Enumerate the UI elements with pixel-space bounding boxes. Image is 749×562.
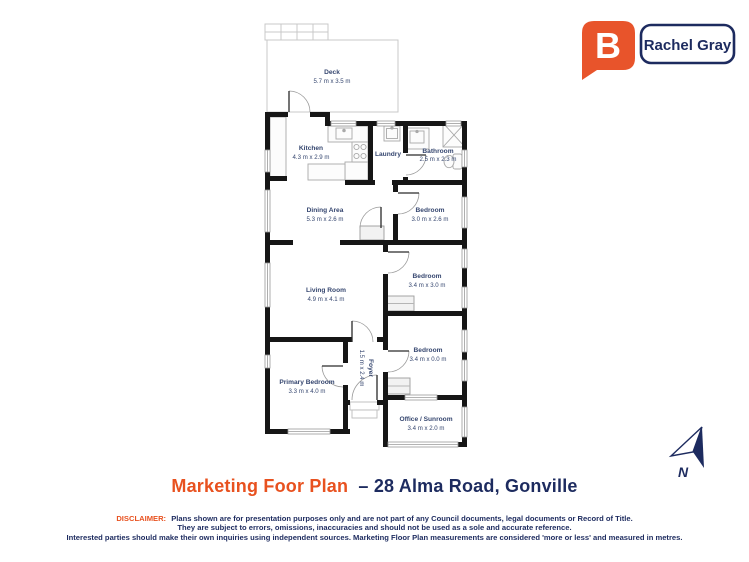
svg-text:Bedroom: Bedroom xyxy=(415,207,445,214)
deck-area xyxy=(267,40,398,112)
room-label-living xyxy=(306,287,346,303)
disclaimer-text-1: Plans shown are for presentation purposes only and are not part of any Council documents, legal documents or Record of Title. xyxy=(171,514,633,523)
svg-text:1.5 m x 2.4 m: 1.5 m x 2.4 m xyxy=(358,349,365,387)
svg-text:5.7 m x 3.5 m: 5.7 m x 3.5 m xyxy=(313,78,351,85)
disclaimer-label: DISCLAIMER: xyxy=(116,514,167,523)
logo-letter: B xyxy=(595,25,621,66)
svg-text:Dining Area: Dining Area xyxy=(306,207,344,214)
plan-title-highlight: Marketing Foor Plan xyxy=(171,476,349,496)
svg-text:4.3 m x 2.9 m: 4.3 m x 2.9 m xyxy=(292,154,330,161)
svg-text:3.4 m x 0.0 m: 3.4 m x 0.0 m xyxy=(409,356,447,363)
deck-outline xyxy=(265,24,398,112)
room-label-bedroom2 xyxy=(409,273,446,289)
svg-text:Living Room: Living Room xyxy=(306,287,346,294)
kitchen-counter-right xyxy=(345,162,368,180)
svg-text:Foyer: Foyer xyxy=(367,359,374,377)
room-label-bedroom1 xyxy=(412,207,449,223)
svg-text:Bedroom: Bedroom xyxy=(413,347,443,354)
brand-name: Rachel Gray xyxy=(643,37,732,54)
svg-text:3.0 m x 2.6 m: 3.0 m x 2.6 m xyxy=(411,216,449,223)
hall-cupboard xyxy=(360,226,384,240)
svg-text:Bathroom: Bathroom xyxy=(422,148,454,155)
brand-logo xyxy=(577,10,737,84)
room-label-bedroom3 xyxy=(410,347,447,363)
plan-title xyxy=(0,476,749,497)
disclaimer-line-1 xyxy=(0,514,749,523)
north-label: N xyxy=(677,464,689,480)
room-label-kitchen xyxy=(293,145,330,161)
room-label-dining xyxy=(307,207,344,223)
svg-text:Kitchen: Kitchen xyxy=(298,145,324,152)
svg-text:3.4 m x 3.0 m: 3.4 m x 3.0 m xyxy=(408,282,446,289)
north-arrow xyxy=(671,427,704,480)
svg-text:Laundry: Laundry xyxy=(374,151,402,158)
room-label-primary xyxy=(279,379,334,395)
svg-text:Deck: Deck xyxy=(324,69,340,76)
disclaimer-line-3: Interested parties should make their own inquiries using independent sources. Marketing Floor Plan measurements are considered 'more or less' and measured in metres. xyxy=(66,532,683,542)
svg-text:3.4 m x 2.0 m: 3.4 m x 2.0 m xyxy=(407,425,445,432)
disclaimer xyxy=(0,514,749,542)
room-label-office xyxy=(399,416,452,432)
kitchen-counter-left xyxy=(270,117,286,177)
svg-text:5.3 m x 2.6 m: 5.3 m x 2.6 m xyxy=(306,216,344,223)
svg-text:Primary Bedroom: Primary Bedroom xyxy=(279,379,335,386)
entry-steps xyxy=(350,402,379,418)
svg-text:Office / Sunroom: Office / Sunroom xyxy=(399,416,453,423)
room-label-bathroom xyxy=(420,148,457,163)
plan-title-address: – 28 Alma Road, Gonville xyxy=(358,476,578,496)
kitchen-peninsula xyxy=(308,164,345,180)
disclaimer-line-2: They are subject to errors, omissions, inaccuracies and should not be used as a sole and accurate reference. xyxy=(177,523,572,533)
svg-text:2.5 m x 2.3 m: 2.5 m x 2.3 m xyxy=(419,156,457,163)
svg-text:Bedroom: Bedroom xyxy=(412,273,442,280)
svg-text:4.9 m x 4.1 m: 4.9 m x 4.1 m xyxy=(307,296,345,303)
room-label-foyer xyxy=(358,350,374,387)
svg-text:3.3 m x 4.0 m: 3.3 m x 4.0 m xyxy=(288,388,326,395)
room-label-laundry xyxy=(375,151,401,158)
